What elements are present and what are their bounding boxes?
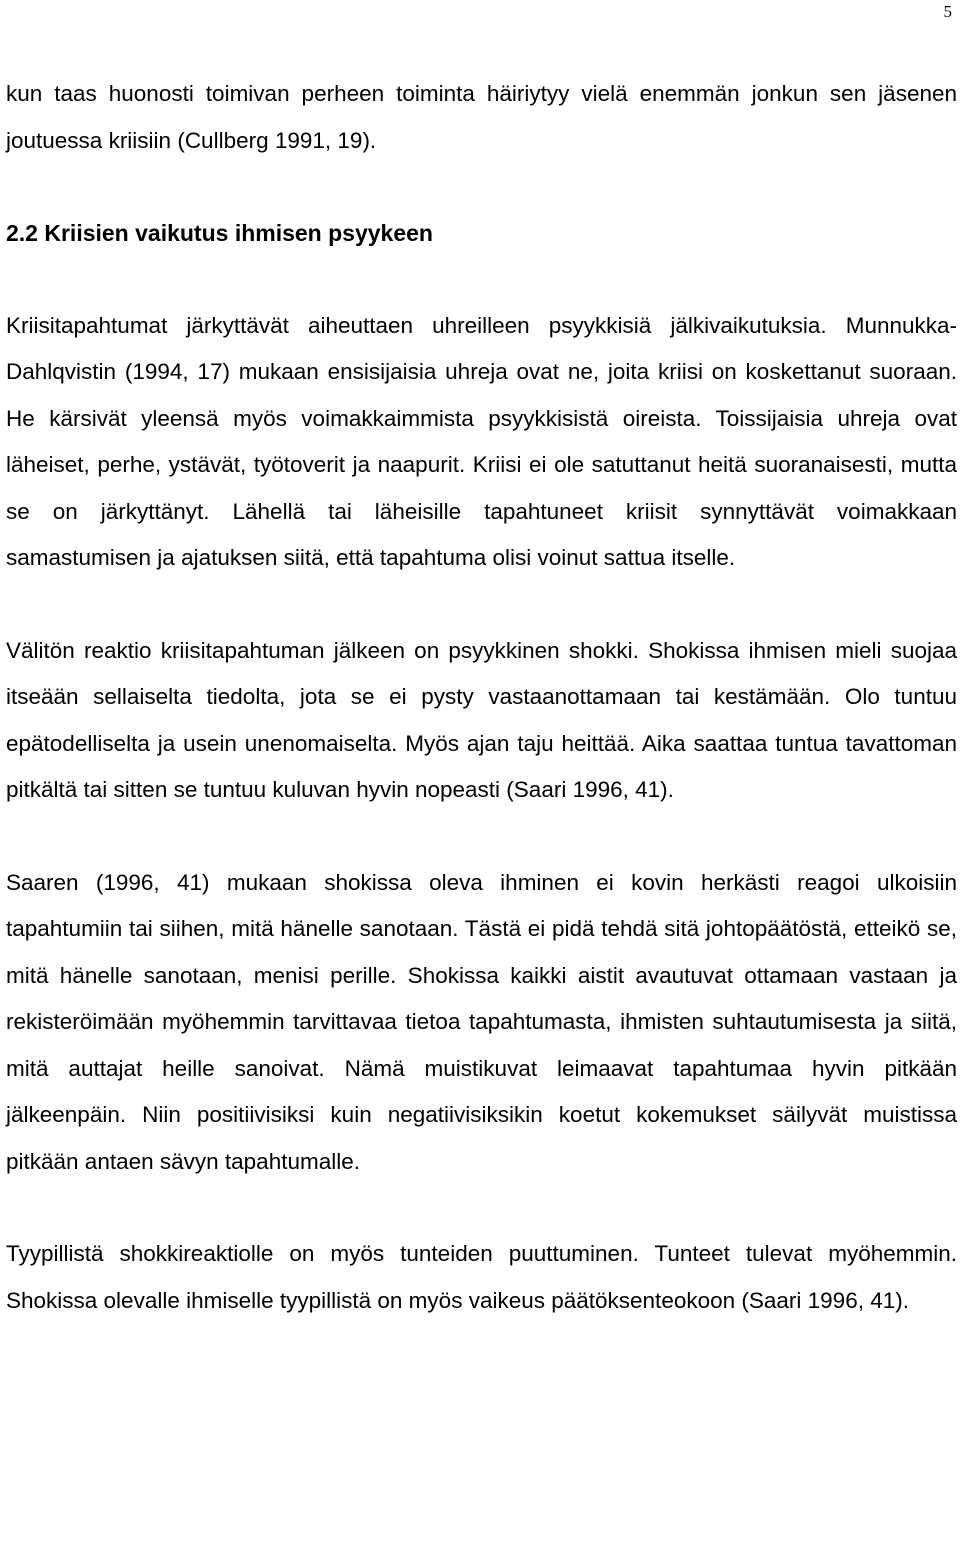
paragraph-gap (6, 814, 957, 860)
paragraph-shock-emotions: Tyypillistä shokkireaktiolle on myös tunteiden puuttuminen. Tunteet tulevat myöhemmin. Shokissa olevalle ihmiselle tyypillistä on myös vaikeus päätöksenteokoon (Saari 1996, 41). (6, 1241, 957, 1313)
paragraph-crisis-effects: Kriisitapahtumat järkyttävät aiheuttaen uhreilleen psyykkisiä jälkivaikutuksia. Munnukka-Dahlqvistin (1994, 17) mukaan ensisijaisia uhreja ovat ne, joita kriisi on koskettanut suoraan. He kärsivät yleensä myös voimakkaimmista psyykkisistä oireista. Toissijaisia uhreja ovat läheiset, perhe, ystävät, työtoverit ja naapurit. Kriisi ei ole satuttanut heitä suoranaisesti, mutta se on järkyttänyt. Lähellä tai läheisille tapahtuneet kriisit synnyttävät voimakkaan samastumisen ja ajatuksen siitä, että tapahtuma olisi voinut sattua itselle. (6, 312, 957, 570)
paragraph-shock-reaction: Välitön reaktio kriisitapahtuman jälkeen on psyykkinen shokki. Shokissa ihmisen mieli suojaa itseään sellaiselta tiedolta, jota se ei pysty vastaanottamaan tai kestämään. Olo tuntuu epätodelliselta ja usein unenomaiselta. Myös ajan taju heittää. Aika saattaa tuntua tavattoman pitkältä tai sitten se tuntuu kuluvan hyvin nopeasti (Saari 1996, 41). (6, 637, 957, 802)
paragraph-gap (6, 582, 957, 628)
paragraph-gap (6, 164, 957, 210)
paragraph-shock-perception: Saaren (1996, 41) mukaan shokissa oleva ihminen ei kovin herkästi reagoi ulkoisiin tapahtumiin tai siihen, mitä hänelle sanotaan. Tästä ei pidä tehdä sitä johtopäätöstä, etteikö se, mitä hänelle sanotaan, menisi perille. Shokissa kaikki aistit avautuvat ottamaan vastaan ja rekisteröimään myöhemmin tarvittavaa tietoa tapahtumasta, ihmisten suhtautumisesta ja siitä, mitä auttajat heille sanoivat. Nämä muistikuvat leimaavat tapahtumaa hyvin pitkään jälkeenpäin. Niin positiivisiksi kuin negatiivisiksikin koetut kokemukset säilyvät muistissa pitkään antaen sävyn tapahtumalle. (6, 869, 957, 1174)
document-body (6, 71, 957, 1324)
paragraph-gap (6, 1185, 957, 1231)
paragraph-continuation: kun taas huonosti toimivan perheen toiminta häiriytyy vielä enemmän jonkun sen jäsenen joutuessa kriisiin (Cullberg 1991, 19). (6, 81, 957, 153)
paragraph-gap (6, 257, 957, 303)
section-heading: 2.2 Kriisien vaikutus ihmisen psyykeen (6, 220, 433, 246)
page-number: 5 (943, 2, 952, 21)
